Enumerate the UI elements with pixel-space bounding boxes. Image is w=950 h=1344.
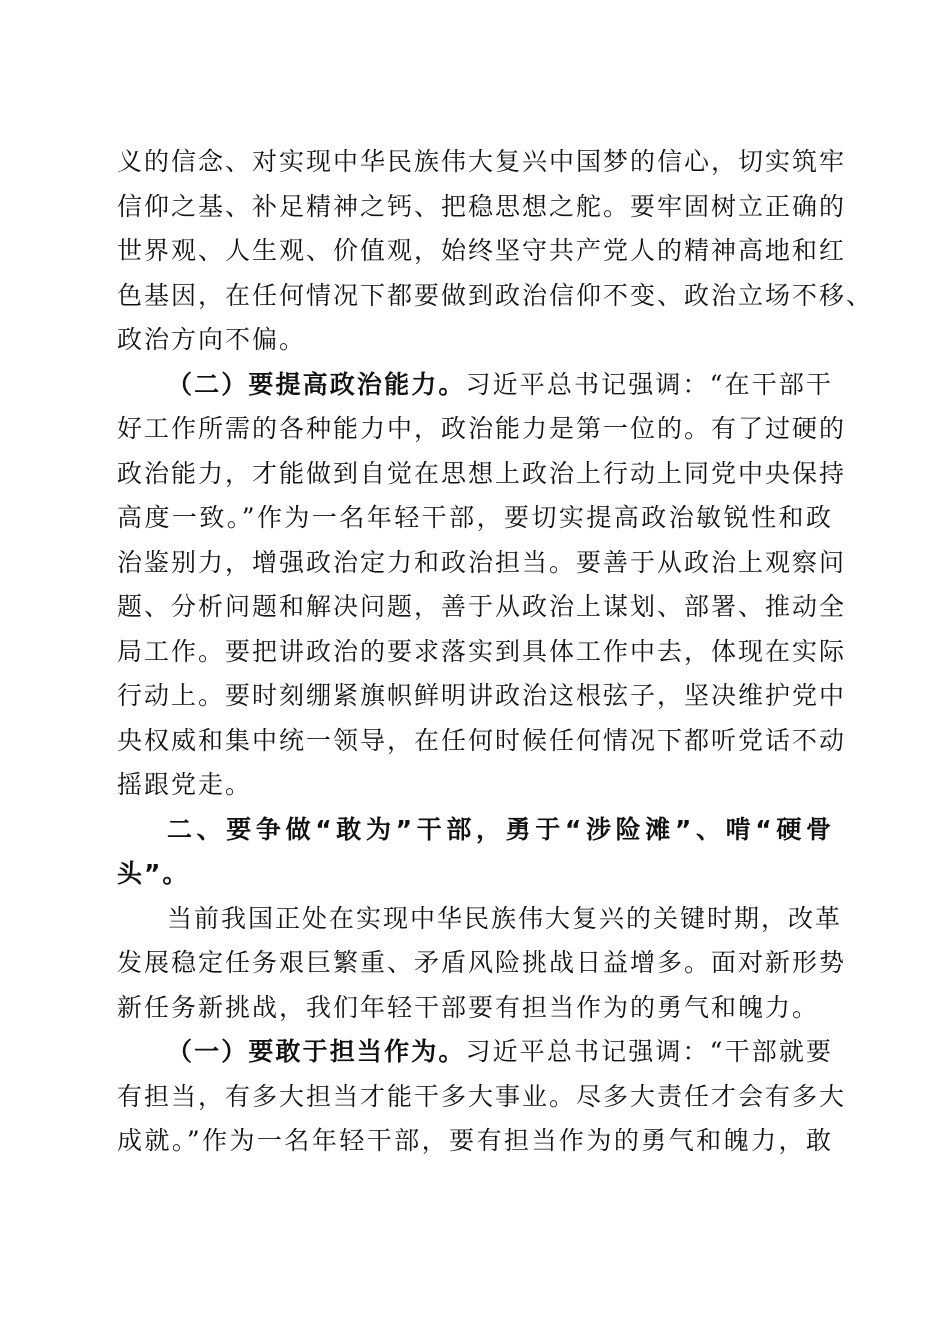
paragraph-current-situation (117, 897, 847, 1031)
text-line: 行动上。要时刻绷紧旗帜鲜明讲政治这根弦子，坚决维护党中 (117, 681, 847, 710)
text-line: 央权威和集中统一领导，在任何时候任何情况下都听党话不动 (117, 725, 847, 755)
subsection-lead: （一）要敢于担当作为。 (167, 1037, 466, 1066)
text-line: 题、分析问题和解决问题，善于从政治上谋划、部署、推动全 (117, 592, 847, 621)
paragraph-political-ability (117, 363, 847, 808)
paragraph-belief (117, 140, 874, 363)
text-line: 摇跟党走。 (117, 770, 253, 799)
text-line: 高度一致。”作为一名年轻干部，要切实提高政治敏锐性和政 (117, 503, 833, 532)
text-line: 局工作。要把讲政治的要求落实到具体工作中去，体现在实际 (117, 636, 847, 666)
text-line: 义的信念、对实现中华民族伟大复兴中国梦的信心，切实筑牢 (117, 147, 847, 176)
text-line: 色基因，在任何情况下都要做到政治信仰不变、政治立场不移、 (117, 280, 874, 310)
text-line: 信仰之基、补足精神之钙、把稳思想之舵。要牢固树立正确的 (117, 191, 847, 221)
text-line: 有担当，有多大担当才能干多大事业。尽多大责任才会有多大 (117, 1081, 847, 1111)
text-line: 世界观、人生观、价值观，始终坚守共产党人的精神高地和红 (117, 236, 847, 265)
heading-line: 头”。 (117, 859, 190, 888)
text-line: 发展稳定任务艰巨繁重、矛盾风险挑战日益增多。面对新形势 (117, 948, 847, 977)
text-line (117, 1030, 833, 1075)
text-line-rest: 习近平总书记强调：“在干部干 (465, 369, 833, 399)
text-line (117, 363, 833, 408)
section-heading (117, 808, 833, 897)
paragraph-responsibility (117, 1030, 847, 1164)
text-line-rest: 习近平总书记强调：“干部就要 (465, 1037, 833, 1066)
subsection-lead: （二）要提高政治能力。 (167, 369, 466, 399)
text-line: 好工作所需的各种能力中，政治能力是第一位的。有了过硬的 (117, 414, 847, 443)
text-line: 当前我国正处在实现中华民族伟大复兴的关键时期，改革 (167, 903, 843, 933)
text-line: 政治方向不偏。 (117, 325, 307, 354)
text-line: 成就。”作为一名年轻干部，要有担当作为的勇气和魄力，敢 (117, 1126, 833, 1155)
text-line: 新任务新挑战，我们年轻干部要有担当作为的勇气和魄力。 (117, 992, 820, 1022)
text-line: 治鉴别力，增强政治定力和政治担当。要善于从政治上观察问 (117, 547, 847, 577)
document-page (117, 140, 874, 1164)
heading-line: 二、要争做“敢为”干部，勇于“涉险滩”、啃“硬骨 (167, 814, 833, 844)
text-line: 政治能力，才能做到自觉在思想上政治上行动上同党中央保持 (117, 458, 847, 488)
